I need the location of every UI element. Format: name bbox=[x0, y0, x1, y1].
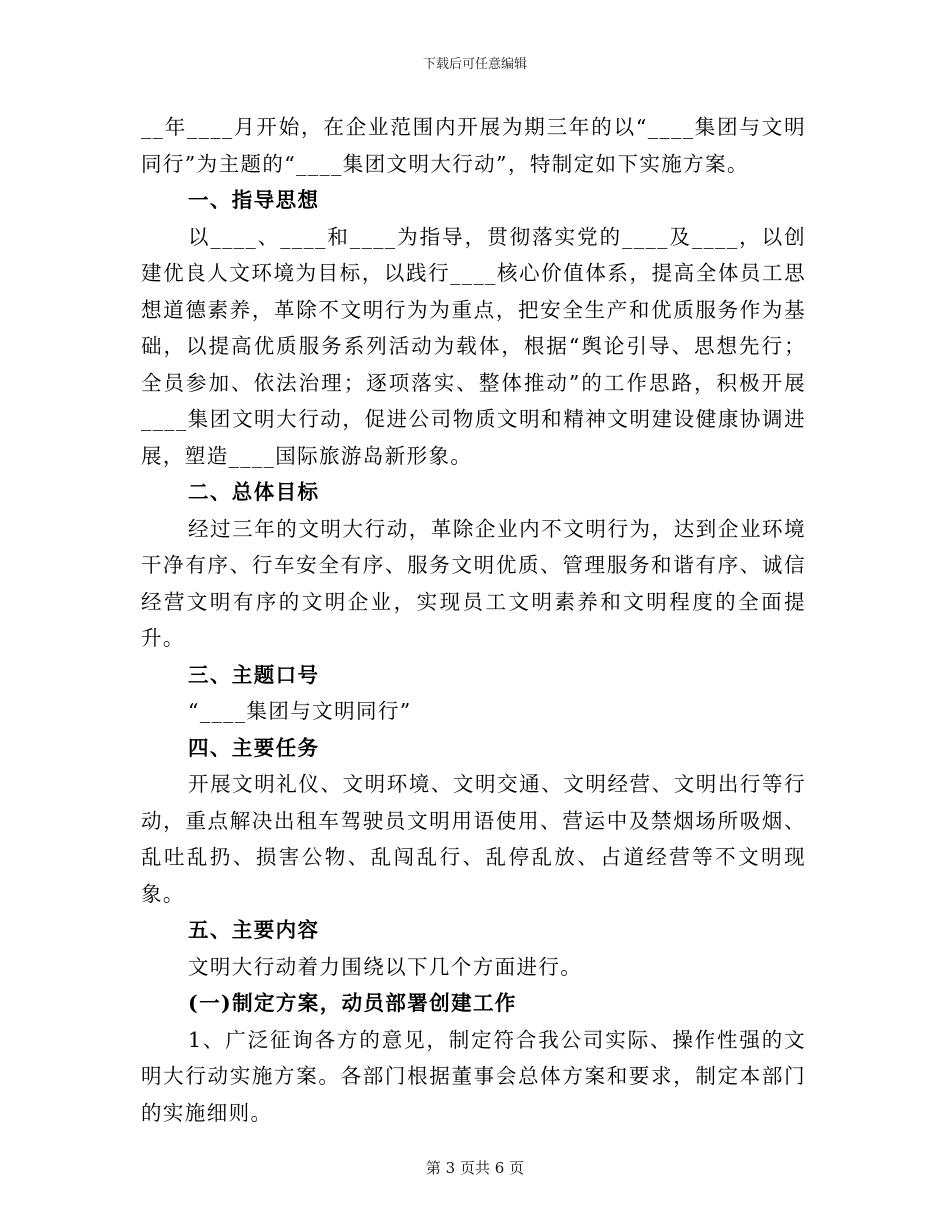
section-heading-main-tasks: 四、主要任务 bbox=[188, 735, 320, 760]
section-heading-main-content: 五、主要内容 bbox=[188, 918, 320, 942]
main-content-paragraph: 文明大行动着力围绕以下几个方面进行。 bbox=[188, 954, 583, 979]
slogan-paragraph: “____集团与文明同行” bbox=[188, 699, 412, 723]
section-heading-guiding-ideology: 一、指导思想 bbox=[188, 188, 320, 212]
guiding-ideology-paragraph: 以____、____和____为指导，贯彻落实党的____及____，以创建优良人文环境为目标，以践行____核心价值体系，提高全体员工思想道德素养，革除不文明行为为重点，把安全生产和优质服务作为基础，以提高优质服务系列活动为载体，根据“舆论引导、思想先行；全员参加、依法治理；逐项落实、整体推动”的工作思路，积极开展____集团文明大行动，促进公司物质文明和精神文明建设健康协调进展，塑造____国际旅游岛新形象。 bbox=[141, 224, 806, 468]
section-heading-overall-goal: 二、总体目标 bbox=[188, 480, 320, 504]
section-heading-slogan: 三、主题口号 bbox=[188, 662, 320, 687]
page-header-note: 下载后可任意编辑 bbox=[422, 57, 527, 72]
page-number-footer: 第 3 页共 6 页 bbox=[425, 1159, 525, 1177]
overall-goal-paragraph: 经过三年的文明大行动，革除企业内不文明行为，达到企业环境干净有序、行车安全有序、服务文明优质、管理服务和谐有序、诚信经营文明有序的文明企业，实现员工文明素养和文明程度的全面提升。 bbox=[141, 516, 806, 650]
document-body bbox=[141, 109, 806, 1131]
subsection-heading-plan: (一)制定方案，动员部署创建工作 bbox=[188, 991, 517, 1015]
main-tasks-paragraph: 开展文明礼仪、文明环境、文明交通、文明经营、文明出行等行动，重点解决出租车驾驶员文明用语使用、营运中及禁烟场所吸烟、乱吐乱扔、损害公物、乱闯乱行、乱停乱放、占道经营等不文明现象。 bbox=[141, 772, 806, 906]
intro-paragraph: __年____月开始，在企业范围内开展为期三年的以“____集团与文明同行”为主题的“____集团文明大行动”，特制定如下实施方案。 bbox=[141, 115, 806, 176]
plan-item-1-paragraph: 1、广泛征询各方的意见，制定符合我公司实际、操作性强的文明大行动实施方案。各部门根据董事会总体方案和要求，制定本部门的实施细则。 bbox=[141, 1027, 806, 1125]
